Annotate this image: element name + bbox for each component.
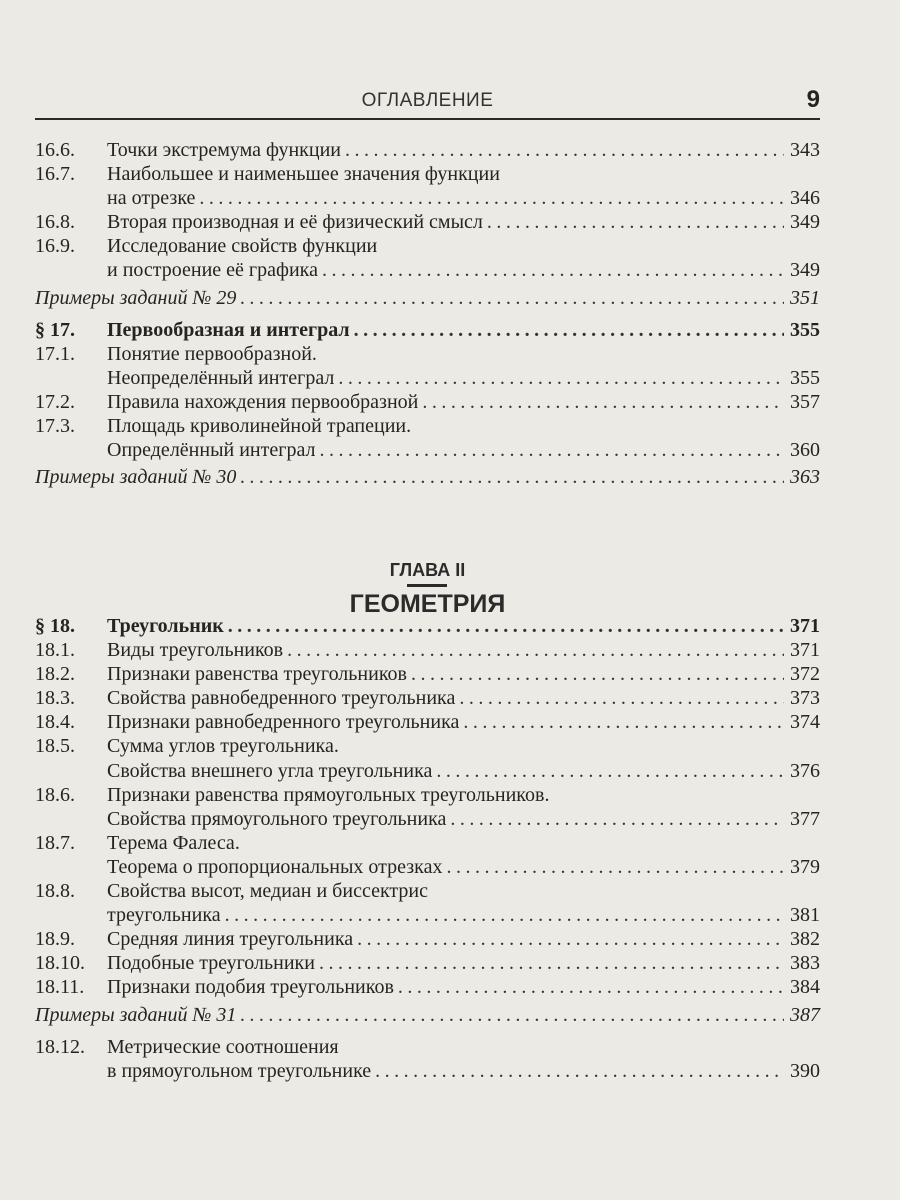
dot-leader <box>322 258 784 282</box>
toc-entry <box>35 414 820 438</box>
entry-page: 376 <box>790 759 820 782</box>
entry-page: 363 <box>790 466 820 489</box>
toc-section-geometry <box>35 614 820 1083</box>
dot-leader <box>446 855 784 879</box>
toc-entry <box>35 342 820 366</box>
entry-page: 343 <box>790 139 820 161</box>
chapter-divider <box>407 584 447 587</box>
entry-title: Признаки равенства прямоугольных треугольников. <box>107 783 550 806</box>
entry-title: в прямоугольном треугольнике <box>107 1059 372 1082</box>
entry-title: Площадь криволинейной трапеции. <box>107 415 412 438</box>
dot-leader <box>338 366 784 390</box>
entry-title: Исследование свойств функции <box>107 235 378 258</box>
dot-leader <box>354 318 784 342</box>
dot-leader <box>240 286 784 310</box>
dot-leader <box>375 1059 784 1083</box>
header-rule <box>35 118 820 120</box>
entry-title: Первообразная и интеграл <box>107 318 350 341</box>
entry-page: 387 <box>790 1003 820 1026</box>
toc-entry <box>35 951 820 975</box>
dot-leader <box>459 686 784 710</box>
entry-number: 16.9. <box>35 235 75 258</box>
entry-title: Средняя линия треугольника <box>107 928 354 951</box>
toc-entry <box>35 686 820 710</box>
toc-entry <box>35 975 820 999</box>
entry-number: § 17. <box>35 318 75 341</box>
toc-entry <box>35 1059 820 1083</box>
entry-title: Неопределённый интеграл <box>107 366 335 389</box>
entry-title: Свойства внешнего угла треугольника <box>107 759 433 782</box>
entry-page: 374 <box>790 711 820 734</box>
entry-title: Признаки равнобедренного треугольника <box>107 711 460 734</box>
entry-title: Треугольник <box>107 615 224 637</box>
entry-number: 16.8. <box>35 211 75 234</box>
entry-number: 18.6. <box>35 783 75 806</box>
entry-number: 18.1. <box>35 639 75 662</box>
entry-page: 379 <box>790 855 820 878</box>
entry-page: 349 <box>790 211 820 234</box>
entry-title: Понятие первообразной. <box>107 342 317 365</box>
dot-leader <box>240 465 784 489</box>
toc-entry <box>35 759 820 783</box>
entry-page: 349 <box>790 259 820 282</box>
toc-entry <box>35 783 820 807</box>
entry-number: 18.3. <box>35 687 75 710</box>
entry-title: Примеры заданий № 31 <box>35 1003 237 1026</box>
entry-page: 382 <box>790 928 820 951</box>
entry-page: 371 <box>790 615 820 637</box>
dot-leader <box>319 951 784 975</box>
toc-examples-entry <box>35 1003 820 1027</box>
entry-title: Признаки равенства треугольников <box>107 663 407 686</box>
entry-title: Примеры заданий № 29 <box>35 286 237 309</box>
entry-title: и построение её графика <box>107 259 318 282</box>
entry-page: 372 <box>790 663 820 686</box>
toc-entry <box>35 258 820 282</box>
entry-title: Определённый интеграл <box>107 439 316 462</box>
chapter-label: ГЛАВА II <box>389 560 466 580</box>
dot-leader <box>450 807 784 831</box>
dot-leader <box>357 927 784 951</box>
entry-number: § 18. <box>35 615 75 637</box>
entry-number: 16.7. <box>35 163 75 186</box>
entry-page: 346 <box>790 187 820 210</box>
toc-entry <box>35 638 820 662</box>
dot-leader <box>199 186 784 210</box>
toc-entry <box>35 855 820 879</box>
toc-entry <box>35 807 820 831</box>
entry-title: Терема Фалеса. <box>107 831 240 854</box>
entry-title: Вторая производная и её физический смысл <box>107 211 483 234</box>
entry-number: 17.2. <box>35 390 75 413</box>
entry-number: 18.4. <box>35 711 75 734</box>
entry-title: Признаки подобия треугольников <box>107 976 394 999</box>
dot-leader <box>411 662 784 686</box>
dot-leader <box>463 710 784 734</box>
dot-leader <box>240 1003 784 1027</box>
entry-number: 17.3. <box>35 415 75 438</box>
toc-entry <box>35 662 820 686</box>
entry-number: 18.12. <box>35 1035 85 1058</box>
entry-title: Подобные треугольники <box>107 952 315 975</box>
dot-leader <box>398 975 784 999</box>
entry-title: Сумма углов треугольника. <box>107 735 339 758</box>
entry-title: Свойства равнобедренного треугольника <box>107 687 456 710</box>
entry-page: 355 <box>790 366 820 389</box>
entry-number: 18.2. <box>35 663 75 686</box>
entry-page: 351 <box>790 286 820 309</box>
entry-title: на отрезке <box>107 187 196 210</box>
dot-leader <box>228 614 784 638</box>
toc-entry <box>35 831 820 855</box>
entry-number: 16.6. <box>35 139 75 161</box>
header-title: ОГЛАВЛЕНИЕ <box>361 90 494 111</box>
toc-examples-entry <box>35 286 820 310</box>
chapter-title: ГЕОМЕТРИЯ <box>349 590 506 618</box>
toc-entry <box>35 186 820 210</box>
entry-title: треугольника <box>107 904 221 927</box>
entry-page: 377 <box>790 807 820 830</box>
entry-number: 18.11. <box>35 976 85 999</box>
dot-leader <box>287 638 784 662</box>
entry-page: 357 <box>790 390 820 413</box>
entry-page: 390 <box>790 1059 820 1082</box>
toc-entry <box>35 614 820 638</box>
entry-title: Свойства высот, медиан и биссектрис <box>107 880 428 903</box>
toc-entry <box>35 710 820 734</box>
toc-entry <box>35 879 820 903</box>
entry-page: 373 <box>790 687 820 710</box>
page-number: 9 <box>806 86 820 113</box>
dot-leader <box>487 210 784 234</box>
entry-title: Наибольшее и наименьшее значения функции <box>107 163 500 186</box>
toc-entry <box>35 734 820 758</box>
entry-title: Теорема о пропорциональных отрезках <box>107 855 443 878</box>
entry-number: 18.7. <box>35 831 75 854</box>
toc-entry <box>35 438 820 462</box>
entry-page: 384 <box>790 976 820 999</box>
dot-leader <box>422 390 784 414</box>
entry-title: Виды треугольников <box>107 639 284 662</box>
toc-entry <box>35 903 820 927</box>
toc-examples-entry <box>35 465 820 489</box>
entry-page: 383 <box>790 952 820 975</box>
toc-entry <box>35 138 820 162</box>
dot-leader <box>319 438 784 462</box>
toc-entry <box>35 390 820 414</box>
toc-entry <box>35 318 820 342</box>
dot-leader <box>225 903 784 927</box>
entry-page: 360 <box>790 439 820 462</box>
dot-leader <box>345 138 784 162</box>
dot-leader <box>436 759 784 783</box>
entry-title: Метрические соотношения <box>107 1035 339 1058</box>
entry-number: 18.9. <box>35 928 75 951</box>
entry-number: 18.5. <box>35 735 75 758</box>
entry-page: 355 <box>790 318 820 341</box>
toc-entry <box>35 234 820 258</box>
entry-title: Примеры заданий № 30 <box>35 466 237 489</box>
running-header <box>35 86 820 116</box>
toc-entry <box>35 927 820 951</box>
toc-section-algebra <box>35 138 820 489</box>
entry-number: 17.1. <box>35 342 75 365</box>
entry-title: Свойства прямоугольного треугольника <box>107 807 447 830</box>
toc-entry <box>35 210 820 234</box>
entry-title: Правила нахождения первообразной <box>107 390 419 413</box>
entry-page: 371 <box>790 639 820 662</box>
entry-title: Точки экстремума функции <box>107 139 341 161</box>
entry-number: 18.10. <box>35 952 85 975</box>
toc-entry <box>35 366 820 390</box>
toc-entry <box>35 1035 820 1059</box>
toc-entry <box>35 162 820 186</box>
entry-number: 18.8. <box>35 880 75 903</box>
entry-page: 381 <box>790 904 820 927</box>
